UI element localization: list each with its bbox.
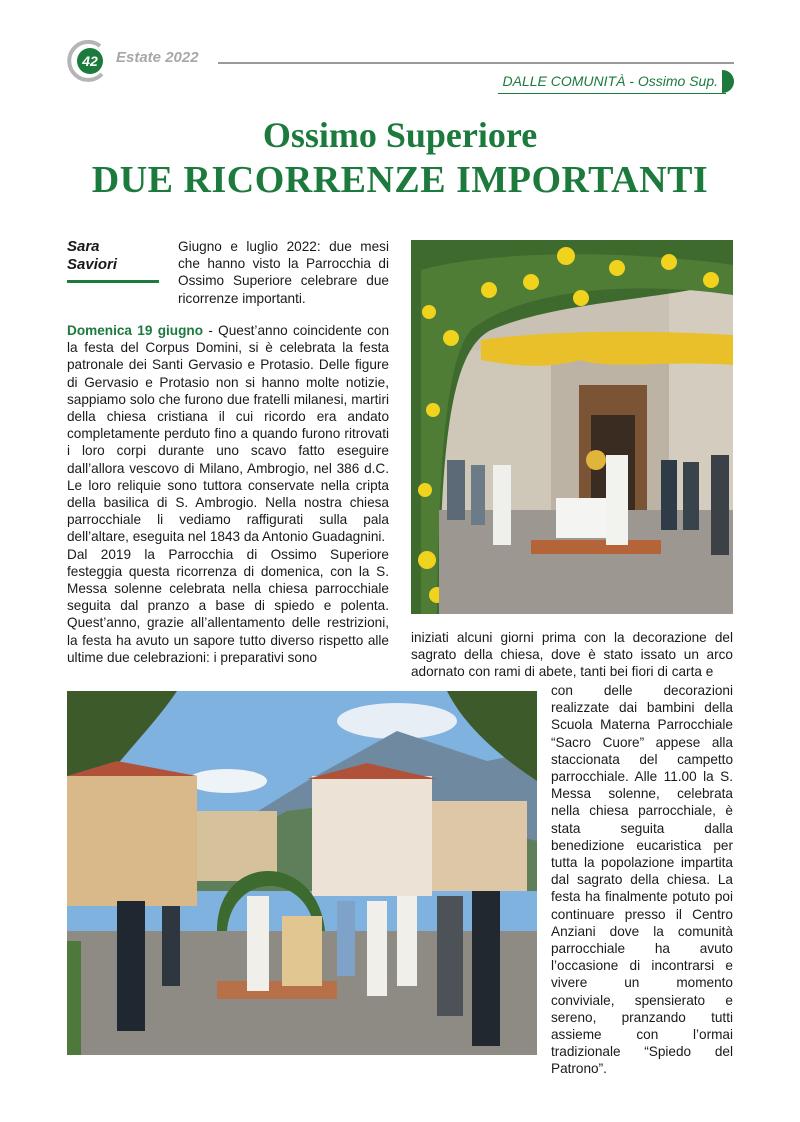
author-rule: [67, 280, 159, 283]
article-column-1: [67, 322, 389, 666]
article-title-line1: Ossimo Superiore: [262, 115, 538, 155]
section-label: DALLE COMUNITÀ - Ossimo Sup.: [502, 73, 718, 89]
section-tab: [498, 70, 726, 94]
paragraph-1-text: - Quest’anno coincidente con la festa del Corpus Domini, si è celebrata la festa patronale dei Santi Gervasio e Protasio. Delle figure di Gervasio e Protasio non si hanno molte notizie, sappiamo solo che furono due fratelli milanesi, martiri della chiesa cristiana il cui ricordo era andato completamente perduto fino a quando furono ritrovati i loro corpi durante uno scavo fatto eseguire dall’allora vescovo di Milano, Ambrogio, nel 386 d.C. Le loro reliquie sono tuttora conservate nella cripta della basilica di S. Ambrogio. Nella nostra chiesa parrocchiale li vediamo raffigurati sulla pala dell’altare, eseguita nel 1843 da Antonio Guadagnini.: [67, 323, 390, 545]
author-first-name: Sara: [67, 238, 100, 255]
article-column-3: con delle decorazioni realizzate dai bambini della Scuola Materna Parrocchiale “Sacro Cuore” appese alla staccionata del campetto parrocchiale. Alle 11.00 la S. Messa solenne, celebrata nella chiesa parrocchiale, è stata seguita dalla benedizione eucaristica per tutta la popolazione impartita dal sagrato della chiesa. La festa ha finalmente potuto poi continuare presso il Centro Anziani dove la comunità parrocchiale ha avuto l’occasione di incontrarsi e vivere un momento conviviale, spensierato e sereno, pranzando tutti assieme con l’ormai tradizionale “Spiedo del Patrono”.: [551, 683, 733, 1077]
header-rule: [218, 62, 734, 64]
author-last-name: Saviori: [67, 256, 118, 273]
page-number: 42: [82, 53, 98, 69]
section-tab-cap: [722, 70, 734, 93]
date-lead: Domenica 19 giugno: [67, 323, 204, 338]
article-column-2: iniziati alcuni giorni prima con la decorazione del sagrato della chiesa, dove è stato issato un arco adornato con rami di abete, tanti bei fiori di carta e: [411, 630, 733, 680]
article-title-line2: DUE RICORRENZE IMPORTANTI: [91, 159, 709, 201]
author-byline: [67, 238, 117, 274]
edition-label: Estate 2022: [116, 49, 199, 66]
paragraph-2: Dal 2019 la Parrocchia di Ossimo Superiore festeggia questa ricorrenza di domenica, con la S. Messa solenne celebrata nella chiesa parrocchiale seguita dal pranzo a base di spiedo e polenta. Quest’anno, grazie all’allentamento delle restrizioni, la festa ha avuto un sapore tutto diverso rispetto alle ultime due celebrazioni: i preparativi sono: [67, 546, 389, 665]
paragraph-1: [67, 322, 389, 546]
page-number-badge: [66, 40, 108, 82]
article-intro: Giugno e luglio 2022: due mesi che hanno visto la Parrocchia di Ossimo Superiore celebrare due ricorrenze importanti.: [178, 239, 389, 306]
photo-eucharistic-blessing: [67, 691, 537, 1055]
photo-church-mass: [411, 240, 733, 614]
